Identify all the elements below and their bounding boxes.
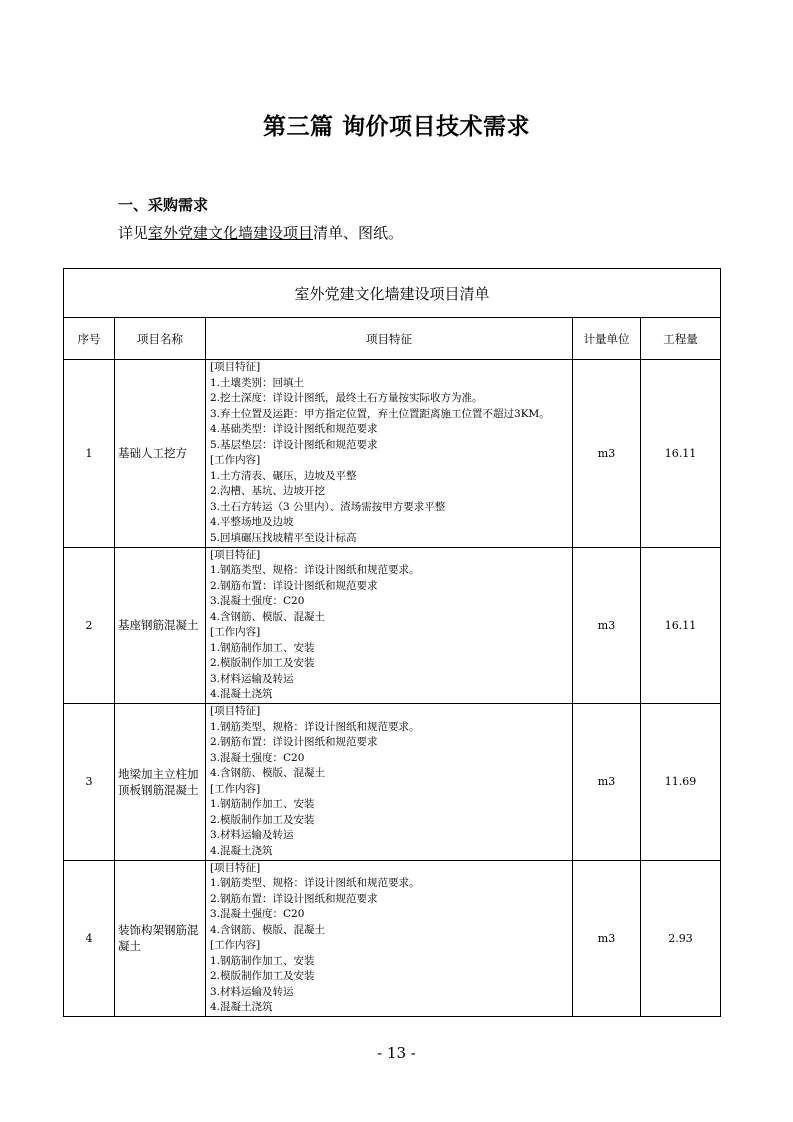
feature-line: 1.土方清表、碾压，边坡及平整 — [210, 469, 357, 482]
item-features — [206, 704, 573, 860]
feature-line: 4.含钢筋、模版、混凝土 — [210, 610, 326, 623]
feature-line: 4.含钢筋、模版、混凝土 — [210, 923, 326, 936]
section-heading: 一、采购需求 — [118, 196, 209, 214]
feature-line: [工作内容] — [210, 454, 261, 467]
feature-line: [项目特征] — [210, 861, 261, 874]
page-title: 第三篇 询价项目技术需求 — [262, 114, 530, 140]
header-quantity: 工程量 — [641, 318, 721, 360]
feature-line: 2.模版制作加工及安装 — [210, 657, 315, 670]
intro-suffix: 清单、图纸。 — [313, 224, 404, 242]
table-header-row — [64, 318, 721, 360]
item-quantity: 2.93 — [641, 860, 721, 1016]
item-features — [206, 860, 573, 1016]
item-unit: m3 — [573, 860, 641, 1016]
item-name: 地梁加主立柱加顶板钢筋混凝土 — [115, 704, 206, 860]
row-number: 4 — [64, 860, 115, 1016]
bill-of-quantities-table — [63, 268, 721, 1017]
feature-line: 3.材料运输及转运 — [210, 672, 294, 685]
header-name: 项目名称 — [115, 318, 206, 360]
feature-line: 1.钢筋制作加工、安装 — [210, 798, 315, 811]
feature-line: 2.模版制作加工及安装 — [210, 970, 315, 983]
table-row — [64, 860, 721, 1016]
feature-line: 5.基层垫层：详设计图纸和规范要求 — [210, 438, 378, 451]
intro-prefix: 详见 — [118, 224, 149, 242]
item-name: 基础人工挖方 — [115, 360, 206, 548]
header-unit: 计量单位 — [573, 318, 641, 360]
feature-line: 1.土壤类别：回填土 — [210, 376, 305, 389]
feature-line: 3.材料运输及转运 — [210, 985, 294, 998]
feature-line: 2.沟槽、基坑、边坡开挖 — [210, 485, 326, 498]
feature-line: 5.回填碾压找坡精平至设计标高 — [210, 532, 357, 545]
header-features: 项目特征 — [206, 318, 573, 360]
feature-line: 1.钢筋制作加工、安装 — [210, 641, 315, 654]
feature-line: 1.钢筋类型、规格：详设计图纸和规范要求。 — [210, 877, 420, 890]
item-quantity: 16.11 — [641, 360, 721, 548]
page-number: - 13 - — [377, 1044, 416, 1062]
header-no: 序号 — [64, 318, 115, 360]
item-quantity: 16.11 — [641, 547, 721, 703]
feature-line: 1.钢筋类型、规格：详设计图纸和规范要求。 — [210, 720, 420, 733]
feature-line: 4.混凝土浇筑 — [210, 1001, 273, 1014]
feature-line: [项目特征] — [210, 705, 261, 718]
feature-line: 3.混凝土强度：C20 — [210, 595, 305, 608]
table-caption: 室外党建文化墙建设项目清单 — [64, 269, 721, 318]
item-unit: m3 — [573, 704, 641, 860]
item-unit: m3 — [573, 360, 641, 548]
feature-line: 4.基础类型：详设计图纸和规范要求 — [210, 423, 378, 436]
feature-line: 3.弃土位置及运距：甲方指定位置，弃土位置距离施工位置不超过3KM。 — [210, 407, 550, 420]
row-number: 2 — [64, 547, 115, 703]
feature-line: 2.挖土深度：详设计图纸，最终土石方量按实际收方为准。 — [210, 392, 483, 405]
item-features — [206, 360, 573, 548]
row-number: 1 — [64, 360, 115, 548]
item-unit: m3 — [573, 547, 641, 703]
item-features — [206, 547, 573, 703]
item-name: 装饰构架钢筋混凝土 — [115, 860, 206, 1016]
item-name: 基座钢筋混凝土 — [115, 547, 206, 703]
feature-line: 3.混凝土强度：C20 — [210, 751, 305, 764]
feature-line: 4.含钢筋、模版、混凝土 — [210, 767, 326, 780]
feature-line: 1.钢筋类型、规格：详设计图纸和规范要求。 — [210, 564, 420, 577]
table-row — [64, 547, 721, 703]
feature-line: 3.混凝土强度：C20 — [210, 908, 305, 921]
feature-line: [项目特征] — [210, 361, 261, 373]
feature-line: 3.材料运输及转运 — [210, 829, 294, 842]
feature-line: 4.混凝土浇筑 — [210, 688, 273, 701]
table-row — [64, 360, 721, 548]
intro-project-link: 室外党建文化墙建设项目 — [148, 224, 314, 242]
feature-line: 1.钢筋制作加工、安装 — [210, 954, 315, 967]
feature-line: [项目特征] — [210, 548, 261, 561]
table-row — [64, 704, 721, 860]
feature-line: 2.模版制作加工及安装 — [210, 813, 315, 826]
feature-line: [工作内容] — [210, 782, 261, 795]
feature-line: 2.钢筋布置：详设计图纸和规范要求 — [210, 892, 378, 905]
item-quantity: 11.69 — [641, 704, 721, 860]
row-number: 3 — [64, 704, 115, 860]
intro-paragraph — [118, 222, 403, 243]
feature-line: [工作内容] — [210, 626, 261, 639]
feature-line: 2.钢筋布置：详设计图纸和规范要求 — [210, 579, 378, 592]
feature-line: 3.土石方转运（3 公里内）、渣场需按甲方要求平整 — [210, 500, 446, 513]
feature-line: 2.钢筋布置：详设计图纸和规范要求 — [210, 736, 378, 749]
feature-line: [工作内容] — [210, 939, 261, 952]
feature-line: 4.平整场地及边坡 — [210, 516, 294, 529]
feature-line: 4.混凝土浇筑 — [210, 844, 273, 857]
